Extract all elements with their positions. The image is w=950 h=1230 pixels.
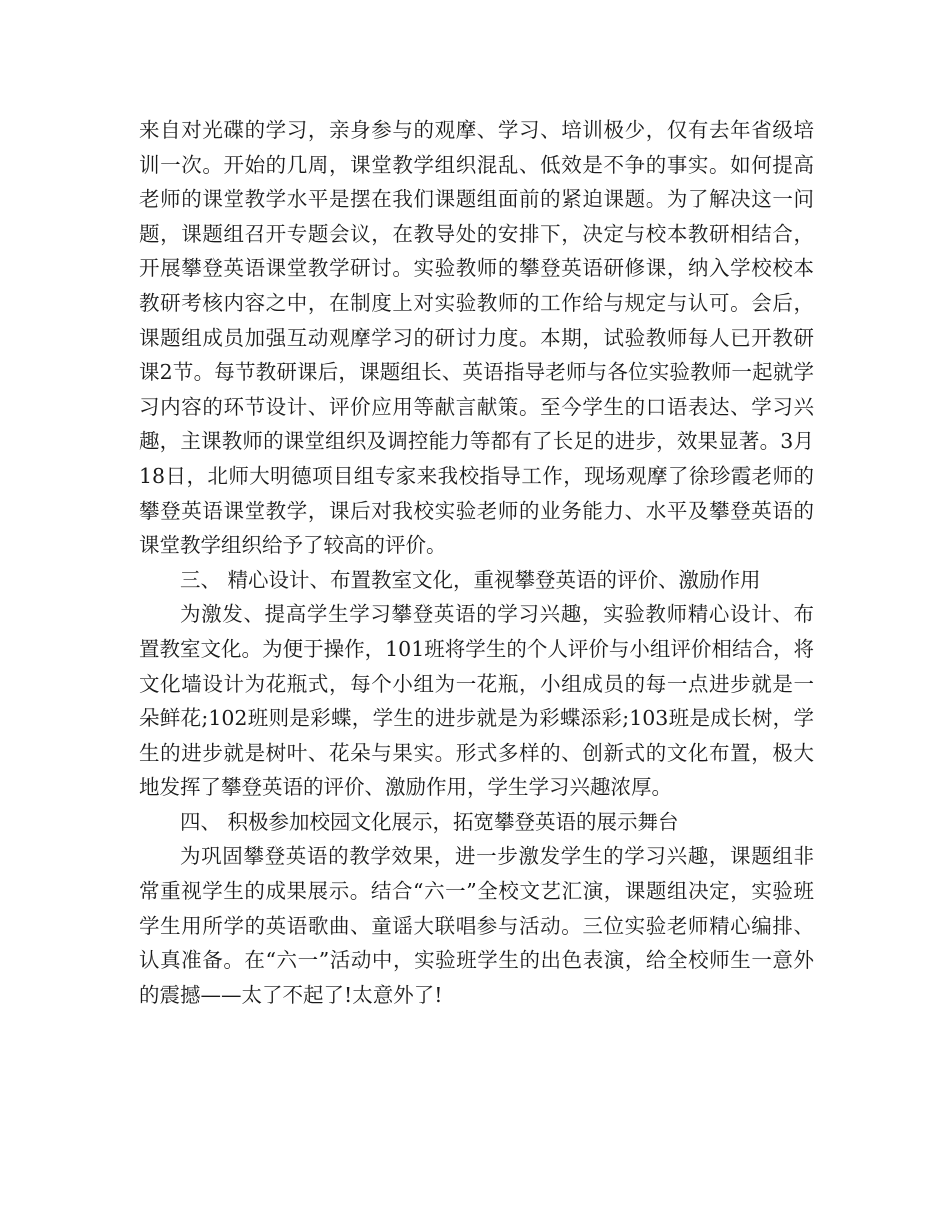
section-heading-three: 三、 精心设计、布置教室文化，重视攀登英语的评价、激励作用 [180,567,761,592]
section-heading-four: 四、 积极参加校园文化展示，拓宽攀登英语的展示舞台 [180,809,679,834]
paragraph-classroom-culture: 为激发、提高学生学习攀登英语的学习兴趣，实验教师精心设计、布置教室文化。为便于操作，101班将学生的个人评价与小组评价相结合，将文化墙设计为花瓶式，每个小组为一花瓶，小组成员的每一点进步就是一朵鲜花;102班则是彩蝶，学生的进步就是为彩蝶添彩;103班是成长树，学生的进步就是树叶、花朵与果实。形式多样的、创新式的文化布置，极大地发挥了攀登英语的评价、激励作用，学生学习兴趣浓厚。 [139,602,814,800]
paragraph-continuation: 来自对光碟的学习，亲身参与的观摩、学习、培训极少，仅有去年省级培训一次。开始的几周，课堂教学组织混乱、低效是不争的事实。如何提高老师的课堂教学水平是摆在我们课题组面前的紧迫课题。为了解决这一问题，课题组召开专题会议，在教导处的安排下，决定与校本教研相结合，开展攀登英语课堂教学研讨。实验教师的攀登英语研修课，纳入学校校本教研考核内容之中，在制度上对实验教师的工作给与规定与认可。会后，课题组成员加强互动观摩学习的研讨力度。本期，试验教师每人已开教研课2节。每节教研课后，课题组长、英语指导老师与各位实验教师一起就学习内容的环节设计、评价应用等献言献策。至今学生的口语表达、学习兴趣，主课教师的课堂组织及调控能力等都有了长足的进步，效果显著。3月18日，北师大明德项目组专家来我校指导工作，现场观摩了徐珍霞老师的攀登英语课堂教学，课后对我校实验老师的业务能力、水平及攀登英语的课堂教学组织给予了较高的评价。 [139,118,814,558]
paragraph-campus-showcase: 为巩固攀登英语的教学效果，进一步激发学生的学习兴趣，课题组非常重视学生的成果展示。结合“六一”全校文艺汇演，课题组决定，实验班学生用所学的英语歌曲、童谣大联唱参与活动。三位实验老师精心编排、认真准备。在“六一”活动中，实验班学生的出色表演，给全校师生一意外的震撼——太了不起了!太意外了! [139,844,814,1007]
document-body [139,113,814,1012]
